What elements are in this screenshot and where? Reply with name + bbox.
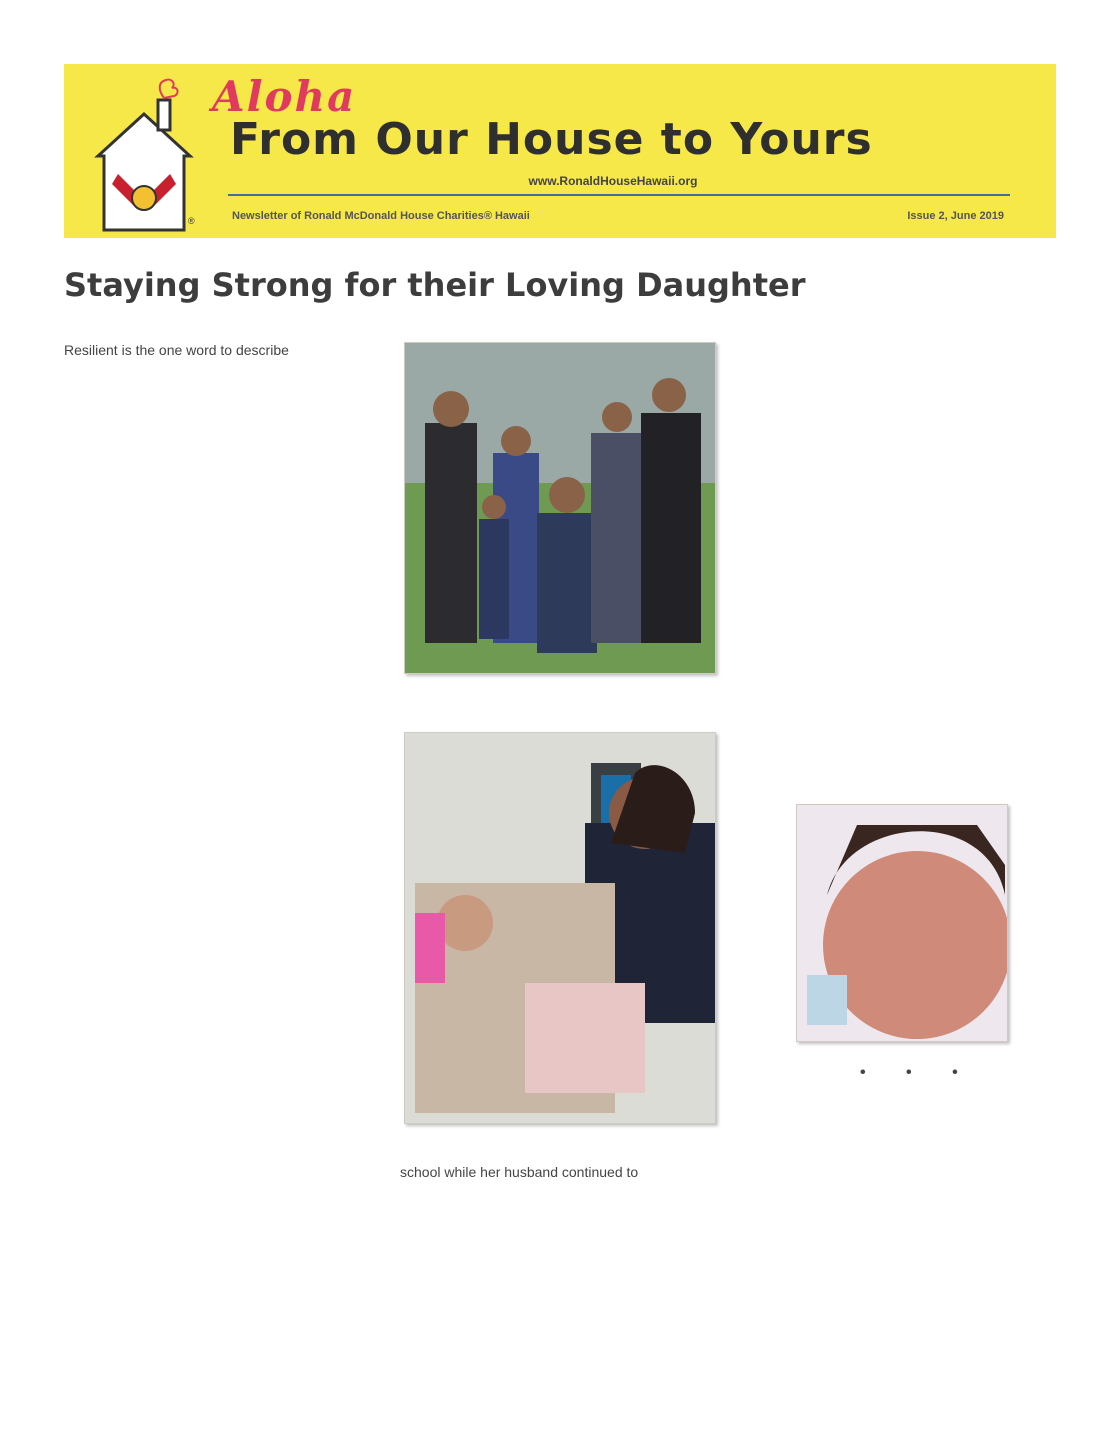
page-indicator: • • • xyxy=(860,1064,976,1081)
baby-photo xyxy=(796,804,1008,1042)
heart-icon xyxy=(160,80,178,98)
article-column-left xyxy=(64,340,374,372)
newsletter-of: Newsletter of Ronald McDonald House Charities® Hawaii xyxy=(232,210,530,222)
aloha-title: Aloha xyxy=(212,72,357,121)
masthead xyxy=(64,64,1056,238)
article-lead: Resilient is the one word to describe xyxy=(64,342,289,358)
ronald-mcdonald-house-logo-icon xyxy=(88,74,200,232)
svg-text:®: ® xyxy=(188,216,195,226)
hospital-photo xyxy=(404,732,716,1124)
newsletter-title: From Our House to Yours xyxy=(230,114,873,165)
family-photo xyxy=(404,342,716,674)
article-headline: Staying Strong for their Loving Daughter xyxy=(64,266,806,304)
masthead-rule xyxy=(228,194,1010,196)
website-link[interactable]: www.RonaldHouseHawaii.org xyxy=(528,174,698,188)
article-column-middle xyxy=(400,1162,690,1194)
issue-number: Issue 2, June 2019 xyxy=(907,210,1004,222)
article-continued: school while her husband continued to xyxy=(400,1164,639,1180)
